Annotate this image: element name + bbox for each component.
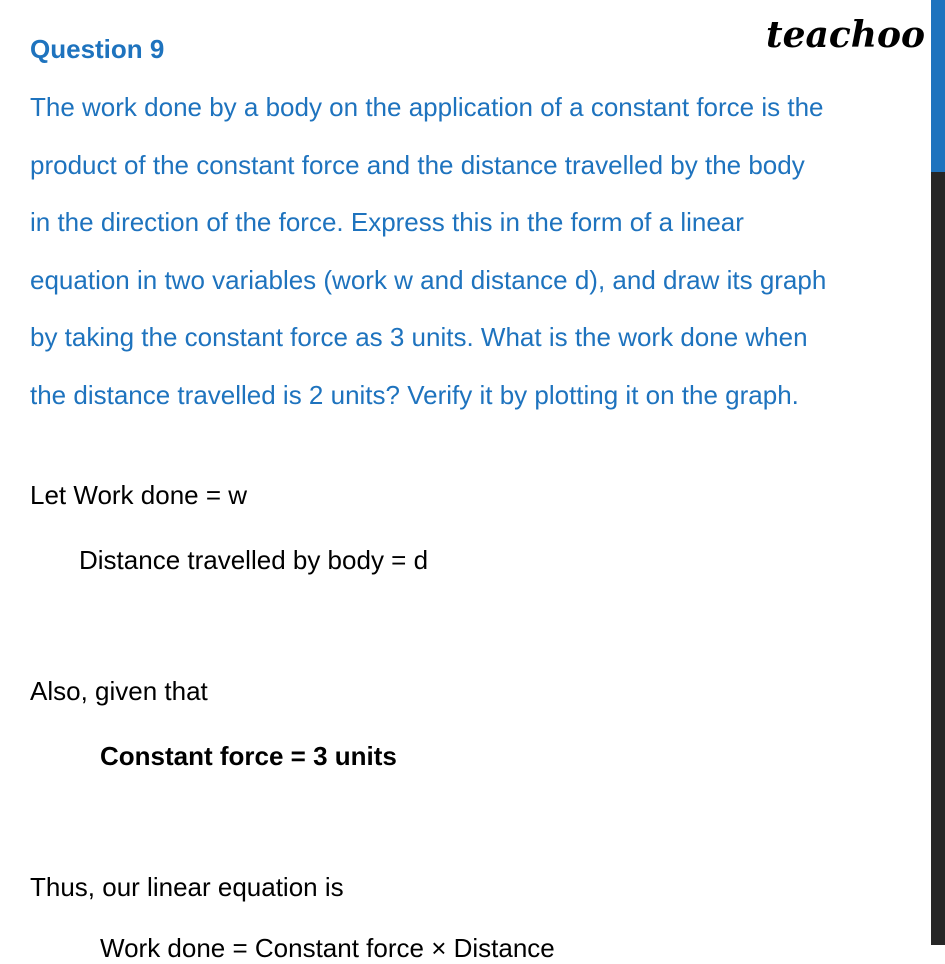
question-line-3: in the direction of the force. Express this in the form of a linear — [30, 207, 744, 237]
solution-constant-force: Constant force = 3 units — [100, 741, 397, 771]
solution-work-done-definition: Let Work done = w — [30, 480, 248, 510]
question-line-4: equation in two variables (work w and distance d), and draw its graph — [30, 265, 827, 295]
question-title: Question 9 — [30, 34, 165, 64]
solution-equation-intro: Thus, our linear equation is — [30, 872, 344, 902]
sidebar-accent-bar — [931, 0, 945, 172]
question-line-5: by taking the constant force as 3 units. What is the work done when — [30, 322, 808, 352]
question-line-6: the distance travelled is 2 units? Verify it by plotting it on the graph. — [30, 380, 799, 410]
teachoo-logo: teachoo — [766, 14, 925, 56]
solution-distance-definition: Distance travelled by body = d — [79, 545, 429, 575]
question-line-2: product of the constant force and the distance travelled by the body — [30, 150, 805, 180]
question-line-1: The work done by a body on the application of a constant force is the — [30, 92, 824, 122]
solution-given-intro: Also, given that — [30, 676, 208, 706]
solution-equation-partial: Work done = Constant force × Distance — [100, 933, 555, 963]
